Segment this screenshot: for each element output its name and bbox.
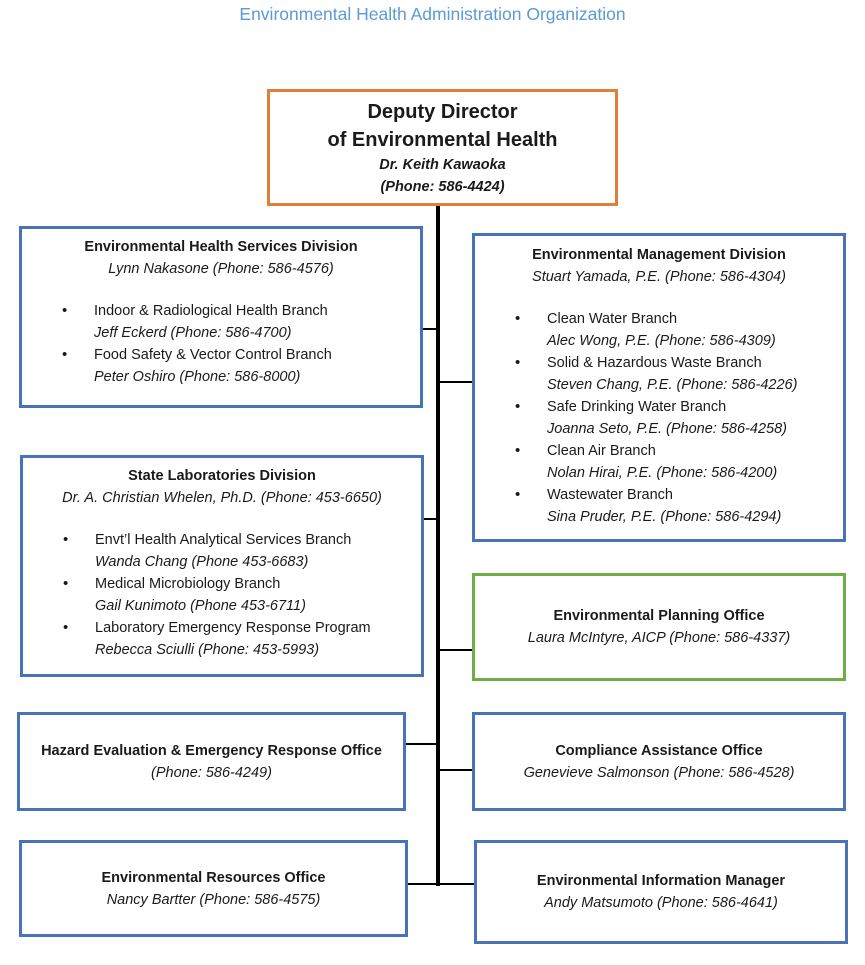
branch-name: Envt’l Health Analytical Services Branch <box>95 532 352 548</box>
emd-name: Environmental Management Division <box>532 247 786 263</box>
director-title-line2: of Environmental Health <box>327 128 558 151</box>
ehsd-name: Environmental Health Services Division <box>84 239 358 255</box>
branch-head: Steven Chang, P.E. (Phone: 586-4226) <box>547 377 798 393</box>
ehsd-box <box>19 226 423 408</box>
cao-box <box>472 712 846 811</box>
connector-ehsd <box>421 328 438 330</box>
connector-cao <box>438 769 474 771</box>
branch-name: Food Safety & Vector Control Branch <box>94 347 332 363</box>
branch-head: Rebecca Sciulli (Phone: 453-5993) <box>95 642 320 658</box>
branch-item <box>23 573 421 617</box>
branch-item <box>23 617 421 661</box>
sld-name: State Laboratories Division <box>128 468 316 484</box>
eim-box <box>474 840 848 944</box>
epo-box <box>472 573 846 681</box>
connector-eim <box>438 883 476 885</box>
branch-name: Clean Air Branch <box>547 443 656 459</box>
eim-head: Andy Matsumoto (Phone: 586-4641) <box>544 895 778 911</box>
heer-name: Hazard Evaluation & Emergency Response Office <box>41 742 382 759</box>
trunk-line <box>436 204 440 886</box>
director-phone: (Phone: 586-4424) <box>380 178 505 195</box>
branch-item <box>22 300 420 344</box>
branch-name: Indoor & Radiological Health Branch <box>94 303 328 319</box>
branch-head: Alec Wong, P.E. (Phone: 586-4309) <box>547 333 776 349</box>
branch-head: Gail Kunimoto (Phone 453-6711) <box>95 598 306 614</box>
emd-box <box>472 233 846 542</box>
cao-name: Compliance Assistance Office <box>555 742 763 759</box>
ehsd-branch-list <box>22 300 420 388</box>
connector-emd <box>438 381 474 383</box>
branch-head: Joanna Seto, P.E. (Phone: 586-4258) <box>547 421 787 437</box>
branch-name: Wastewater Branch <box>547 487 673 503</box>
branch-item <box>475 440 843 484</box>
connector-ero <box>406 883 438 885</box>
sld-branch-list <box>23 529 421 661</box>
sld-head: Dr. A. Christian Whelen, Ph.D. (Phone: 453-6650) <box>62 490 382 506</box>
director-title-line1: Deputy Director <box>367 100 518 123</box>
sld-box <box>20 455 424 677</box>
branch-name: Laboratory Emergency Response Program <box>95 620 371 636</box>
epo-name: Environmental Planning Office <box>553 608 765 624</box>
branch-head: Nolan Hirai, P.E. (Phone: 586-4200) <box>547 465 778 481</box>
ero-name: Environmental Resources Office <box>101 869 326 886</box>
director-name: Dr. Keith Kawaoka <box>379 156 506 173</box>
emd-branch-list <box>475 308 843 528</box>
branch-name: Solid & Hazardous Waste Branch <box>547 355 762 371</box>
branch-name: Safe Drinking Water Branch <box>547 399 727 415</box>
ehsd-head: Lynn Nakasone (Phone: 586-4576) <box>108 261 334 277</box>
epo-head: Laura McIntyre, AICP (Phone: 586-4337) <box>527 630 791 646</box>
emd-head: Stuart Yamada, P.E. (Phone: 586-4304) <box>532 269 786 285</box>
ero-box <box>19 840 408 937</box>
branch-item <box>475 352 843 396</box>
branch-item <box>475 396 843 440</box>
heer-box <box>17 712 406 811</box>
branch-name: Clean Water Branch <box>547 311 678 327</box>
branch-item <box>475 308 843 352</box>
connector-epo <box>438 649 474 651</box>
branch-head: Sina Pruder, P.E. (Phone: 586-4294) <box>547 509 782 525</box>
branch-head: Peter Oshiro (Phone: 586-8000) <box>94 369 301 385</box>
branch-head: Jeff Eckerd (Phone: 586-4700) <box>94 325 292 341</box>
branch-name: Medical Microbiology Branch <box>95 576 281 592</box>
eim-name: Environmental Information Manager <box>536 873 786 889</box>
deputy-director-box <box>267 89 618 206</box>
branch-item <box>23 529 421 573</box>
ero-head: Nancy Bartter (Phone: 586-4575) <box>106 891 321 908</box>
branch-item <box>22 344 420 388</box>
page-title: Environmental Health Administration Organization <box>239 4 626 24</box>
connector-heer <box>404 743 438 745</box>
heer-head: (Phone: 586-4249) <box>151 764 272 781</box>
branch-item <box>475 484 843 528</box>
cao-head: Genevieve Salmonson (Phone: 586-4528) <box>523 764 795 781</box>
branch-head: Wanda Chang (Phone 453-6683) <box>95 554 309 570</box>
